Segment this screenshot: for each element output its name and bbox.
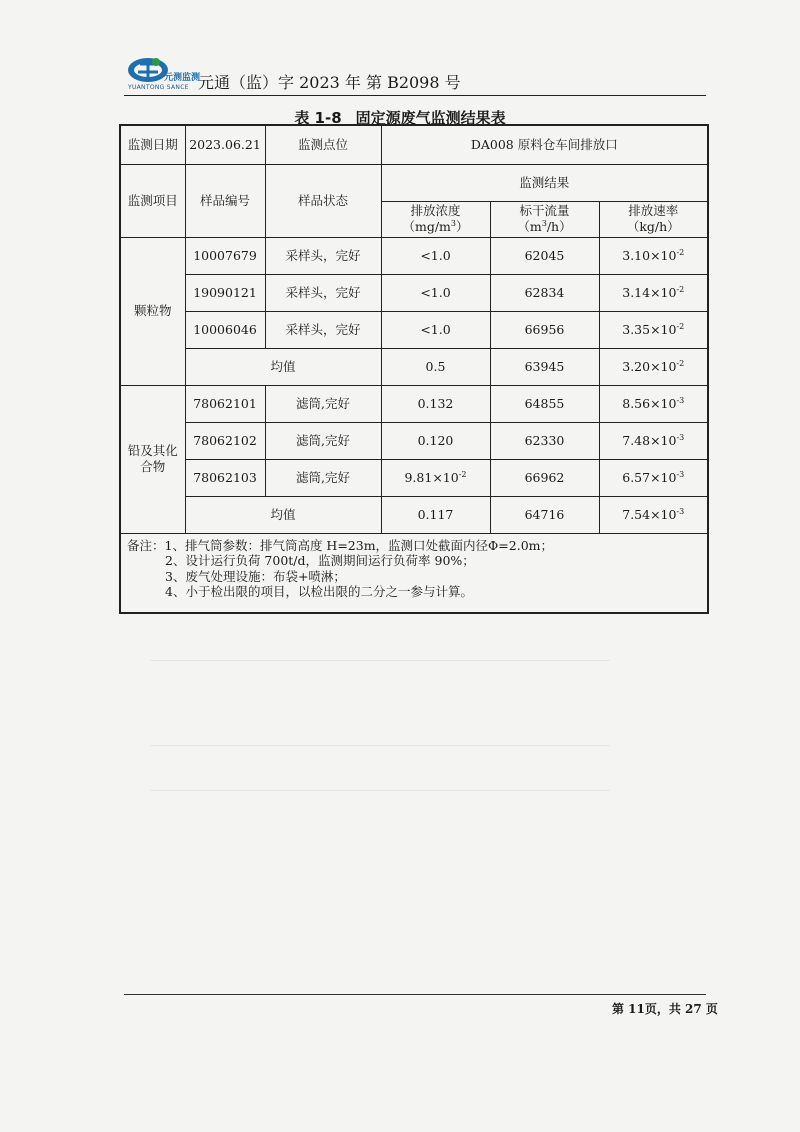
col-results-header: 监测结果 [381, 164, 708, 201]
document-header [126, 56, 706, 96]
table-row [120, 496, 708, 533]
logo-chars: 元测监测 [164, 73, 201, 83]
sample-state: 滤筒,完好 [265, 385, 381, 422]
mean-label: 均值 [185, 348, 381, 385]
table-row [120, 164, 708, 201]
note-line: 4、小于检出限的项目，以检出限的二分之一参与计算。 [165, 584, 473, 600]
note-line: 备注：1、排气筒参数：排气筒高度 H=23m，监测口处截面内径Φ=2.0m； [127, 537, 554, 553]
table-row [120, 125, 708, 164]
table-name: 固定源废气监测结果表 [355, 109, 506, 127]
table-row [120, 311, 708, 348]
col-conc-header: 排放浓度 $(mg/m^3)$ [381, 201, 490, 237]
conc-value: 0.117 [381, 496, 490, 533]
mean-label: 均值 [185, 496, 381, 533]
col-flow-header: 标干流量 $(m^3/h)$ [490, 201, 599, 237]
sample-state: 滤筒,完好 [265, 459, 381, 496]
table-row [120, 459, 708, 496]
document-number: 元通（监）字 2023 年 第 B2098 号 [198, 73, 461, 92]
monitoring-results-table [119, 124, 709, 614]
sample-no: 10007679 [185, 237, 265, 274]
sample-no: 78062102 [185, 422, 265, 459]
rate-value: $7.54\times 10^{-3}$ [599, 496, 708, 533]
table-row [120, 422, 708, 459]
table-number: 表 1-8 [294, 109, 342, 127]
sample-state: 滤筒,完好 [265, 422, 381, 459]
col-item-header: 监测项目 [120, 164, 185, 237]
sample-no: 78062101 [185, 385, 265, 422]
sample-state: 采样头，完好 [265, 274, 381, 311]
col-sample-state-header: 样品状态 [265, 164, 381, 237]
flow-value: 66962 [490, 459, 599, 496]
flow-value: 62045 [490, 237, 599, 274]
rate-value: $8.56\times 10^{-3}$ [599, 385, 708, 422]
rate-value: $3.14\times 10^{-2}$ [599, 274, 708, 311]
point-label: 监测点位 [265, 125, 381, 164]
flow-value: 63945 [490, 348, 599, 385]
logo-subtext: YUANTONG SANCE [128, 84, 189, 91]
table-row [120, 237, 708, 274]
note-line: 3、废气处理设施：布袋+喷淋； [165, 568, 346, 584]
date-label: 监测日期 [120, 125, 185, 164]
sample-no: 19090121 [185, 274, 265, 311]
sample-no: 78062103 [185, 459, 265, 496]
table-row [120, 533, 708, 613]
flow-value: 62834 [490, 274, 599, 311]
header-divider [124, 95, 706, 96]
bleed-through-line [150, 790, 610, 791]
sample-state: 采样头，完好 [265, 311, 381, 348]
conc-value: <1.0 [381, 237, 490, 274]
conc-value: 0.120 [381, 422, 490, 459]
rate-value: $3.35\times 10^{-2}$ [599, 311, 708, 348]
table-row [120, 348, 708, 385]
rate-value: $6.57\times 10^{-3}$ [599, 459, 708, 496]
sample-state: 采样头，完好 [265, 237, 381, 274]
conc-value: 0.132 [381, 385, 490, 422]
table-row [120, 385, 708, 422]
rate-value: $3.10\times 10^{-2}$ [599, 237, 708, 274]
notes-cell [120, 533, 708, 613]
page-number: 第 11页，共 27 页 [612, 1002, 718, 1016]
col-rate-header: 排放速率 （kg/h） [599, 201, 708, 237]
group-name: 颗粒物 [120, 237, 185, 385]
footer-divider [124, 994, 706, 995]
group-name: 铅及其化 合物 [120, 385, 185, 533]
col-sample-no-header: 样品编号 [185, 164, 265, 237]
conc-value: $9.81\times 10^{-2}$ [381, 459, 490, 496]
note-line: 2、设计运行负荷 700t/d，监测期间运行负荷率 90%； [165, 553, 475, 569]
table-row [120, 274, 708, 311]
flow-value: 64716 [490, 496, 599, 533]
conc-value: <1.0 [381, 311, 490, 348]
flow-value: 62330 [490, 422, 599, 459]
flow-value: 66956 [490, 311, 599, 348]
point-value: DA008 原料仓车间排放口 [381, 125, 708, 164]
conc-value: <1.0 [381, 274, 490, 311]
bleed-through-line [150, 745, 610, 746]
rate-value: $7.48\times 10^{-3}$ [599, 422, 708, 459]
bleed-through-line [150, 660, 610, 661]
flow-value: 64855 [490, 385, 599, 422]
conc-value: 0.5 [381, 348, 490, 385]
rate-value: $3.20\times 10^{-2}$ [599, 348, 708, 385]
sample-no: 10006046 [185, 311, 265, 348]
date-value: 2023.06.21 [185, 125, 265, 164]
